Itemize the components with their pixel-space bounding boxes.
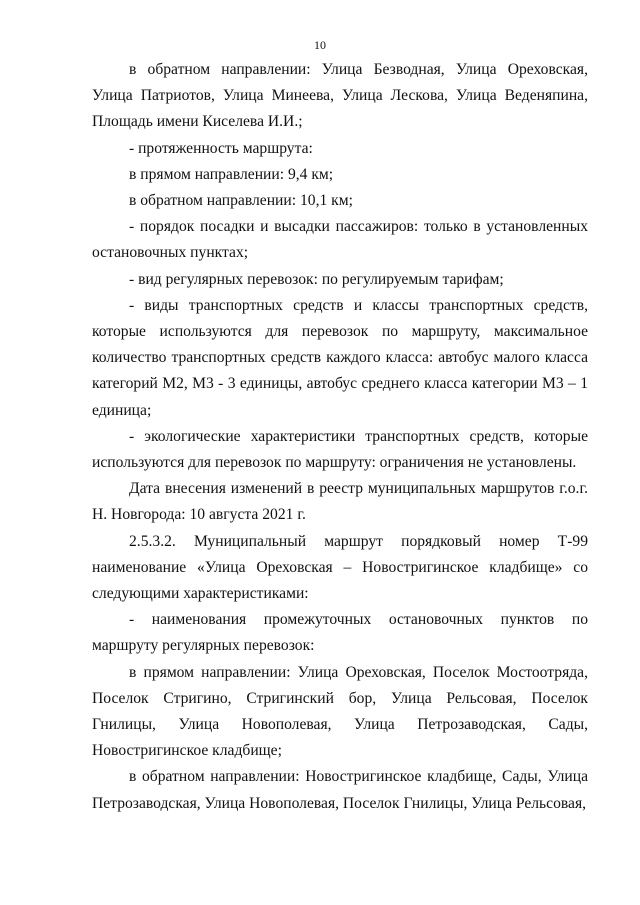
- paragraph: - наименования промежуточных остановочных пунктов по маршруту регулярных перевозок:: [92, 611, 588, 655]
- paragraph: - порядок посадки и высадки пассажиров: только в установленных остановочных пунктах;: [92, 218, 588, 262]
- paragraph: в прямом направлении: 9,4 км;: [129, 165, 334, 183]
- paragraph: 2.5.3.2. Муниципальный маршрут порядковый номер Т-99 наименование «Улица Ореховская – Новостригинское кладбище» со следующими характеристиками:: [92, 532, 588, 603]
- paragraph: Дата внесения изменений в реестр муниципальных маршрутов г.о.г. Н. Новгорода: 10 августа 2021 г.: [92, 480, 588, 524]
- paragraph: в обратном направлении: Улица Безводная, Улица Ореховская, Улица Патриотов, Улица Минеева, Улица Лескова, Улица Веденяпина, Площадь имени Киселева И.И.;: [92, 61, 588, 131]
- paragraph: - виды транспортных средств и классы транспортных средств, которые используются для перевозок по маршруту, максимальное количество транспортных средств каждого класса: автобус малого класса категорий М2, М3 - 3 единицы, автобус среднего класса категории М3 – 1 единица;: [92, 296, 588, 419]
- paragraph: - протяженность маршрута:: [129, 139, 313, 157]
- paragraph: - вид регулярных перевозок: по регулируемым тарифам;: [129, 270, 504, 288]
- paragraph: - экологические характеристики транспортных средств, которые используются для перевозок по маршруту: ограничения не установлены.: [92, 427, 588, 472]
- page-number: 10: [314, 38, 326, 52]
- document-body: [92, 57, 588, 817]
- paragraph: в прямом направлении: Улица Ореховская, Поселок Мостоотряда, Поселок Стригино, Стригинский бор, Улица Рельсовая, Поселок Гнилицы, Улица Новополевая, Улица Петрозаводская, Сады, Новостригинское кладбище;: [92, 663, 588, 760]
- paragraph: в обратном направлении: 10,1 км;: [129, 192, 353, 210]
- paragraph: в обратном направлении: Новостригинское кладбище, Сады, Улица Петрозаводская, Улица Новополевая, Поселок Гнилицы, Улица Рельсовая,: [92, 768, 588, 812]
